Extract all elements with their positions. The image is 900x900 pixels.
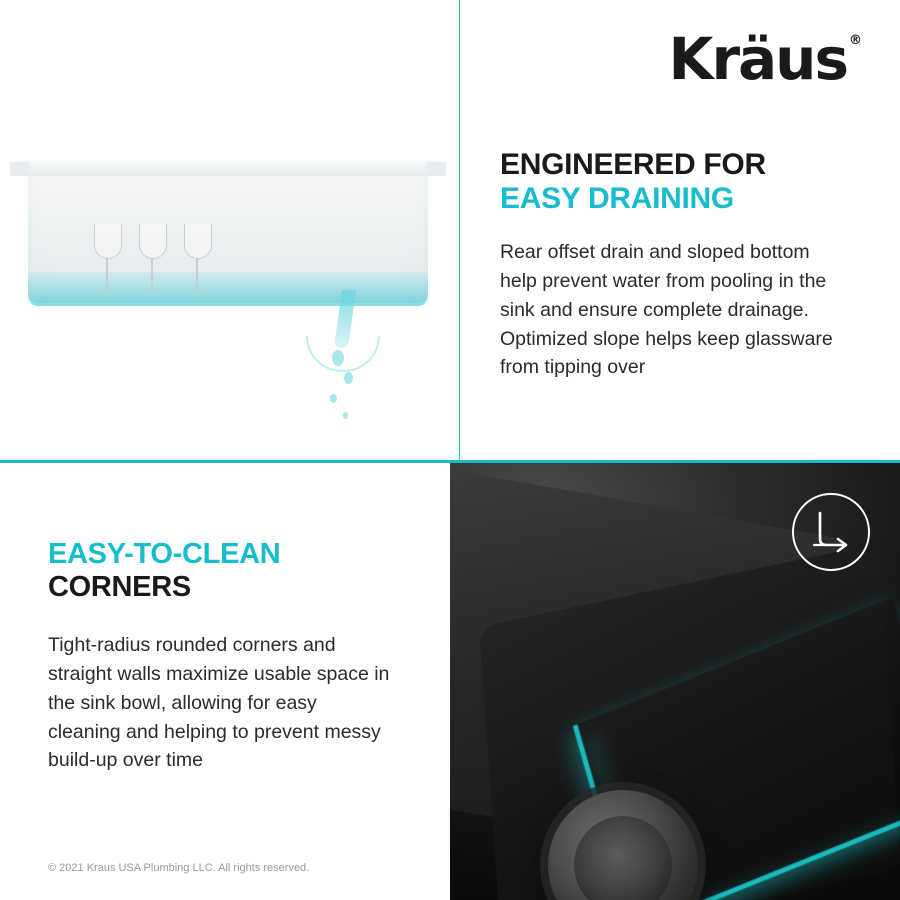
wine-glass-icon (90, 224, 124, 304)
wine-glass-icon (135, 224, 169, 304)
kraus-logo-text: Kräus (668, 25, 847, 93)
bottom-heading (48, 538, 428, 605)
sink-draining-illustration (10, 160, 450, 330)
bottom-panel-image (450, 463, 900, 900)
bottom-heading-line1: EASY-TO-CLEAN (48, 538, 281, 570)
bottom-body-text: Tight-radius rounded corners and straight walls maximize usable space in the sink bowl, allowing for easy cleaning and helping to prevent messy build-up over time (48, 634, 390, 772)
bottom-heading-line2: CORNERS (48, 571, 191, 604)
bottom-panel (0, 463, 900, 900)
bottom-panel-text (0, 463, 450, 900)
sink-rim-left-tab (10, 162, 30, 173)
sink-rim-shape (10, 160, 446, 176)
sink-rim-right-tab (426, 162, 446, 173)
wine-glass-icon (180, 224, 214, 304)
top-heading (500, 148, 870, 215)
rounded-corner-radius-icon (792, 493, 870, 571)
water-pour-shape (310, 290, 400, 430)
top-body-text: Rear offset drain and sloped bottom help prevent water from pooling in the sink and ensure complete drainage. Optimized slope helps keep glassware from tipping over (500, 241, 833, 379)
top-heading-line2: EASY DRAINING (500, 181, 734, 215)
top-heading-line1: ENGINEERED FOR (500, 148, 766, 181)
top-panel-image (0, 0, 460, 460)
copyright-text: © 2021 Kraus USA Plumbing LLC. All rights reserved. (48, 862, 310, 874)
registered-mark: ® (849, 33, 862, 48)
kraus-logo (668, 25, 862, 93)
